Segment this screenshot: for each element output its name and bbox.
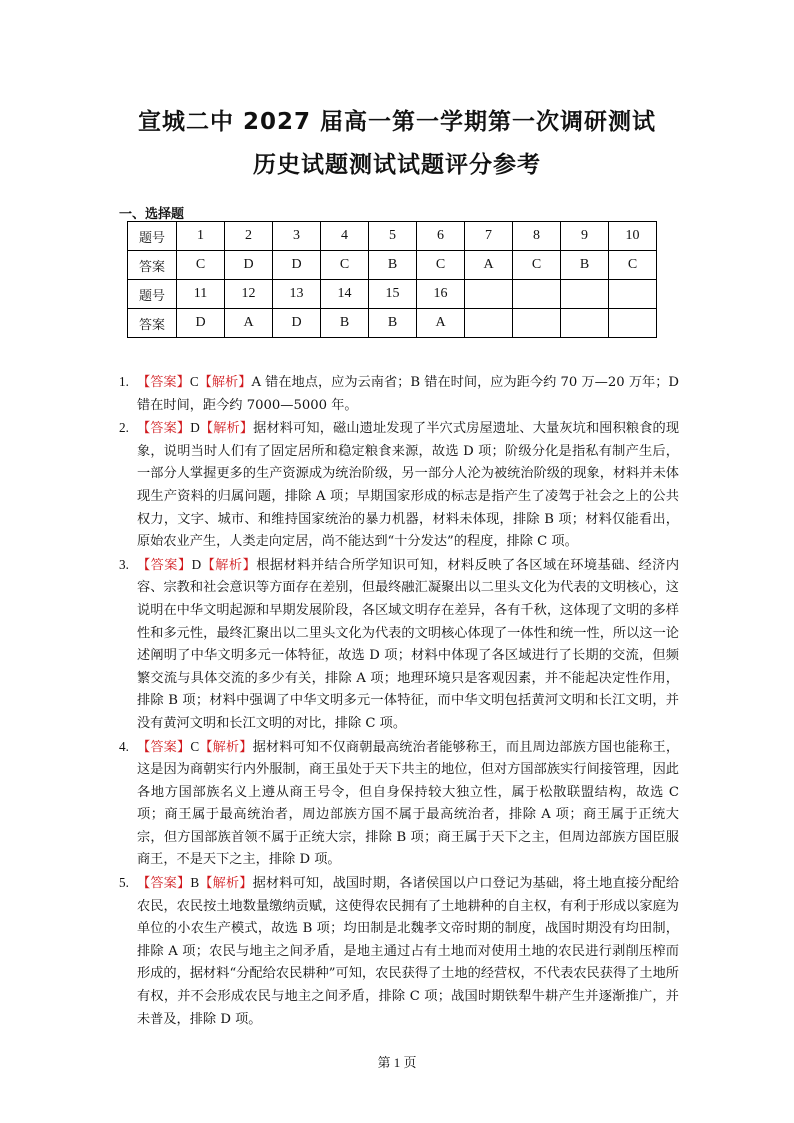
answer-cell: C — [321, 251, 369, 280]
row-label: 答案 — [128, 251, 177, 280]
answer-tag: 【答案】 — [137, 375, 190, 390]
row-label: 答案 — [128, 309, 177, 338]
question-number-cell: 4 — [321, 222, 369, 251]
analysis-tag: 【解析】 — [199, 739, 253, 755]
answer-cell: B — [369, 251, 417, 280]
answer-cell — [609, 309, 657, 338]
question-number-cell: 11 — [177, 280, 225, 309]
question-number-cell: 9 — [561, 222, 609, 251]
item-number: 2. — [119, 420, 129, 436]
answer-cell: C — [513, 251, 561, 280]
question-number-cell: 3 — [273, 222, 321, 251]
table-row — [128, 222, 657, 251]
analysis-text: A 错在地点，应为云南省；B 错在时间，应为距今约 70 万—20 万年；D 错在时间，距今约 7000—5000 年。 — [137, 375, 680, 413]
answer-cell: C — [609, 251, 657, 280]
item-number: 3. — [119, 556, 129, 572]
item-number: 5. — [119, 875, 129, 891]
analysis-tag: 【解析】 — [199, 876, 253, 892]
answer-letter: C — [190, 738, 200, 754]
answer-letter: C — [189, 374, 199, 389]
explanation-item-3 — [119, 554, 679, 736]
item-number: 1. — [119, 374, 129, 389]
analysis-tag: 【解析】 — [198, 375, 252, 390]
analysis-text: 据材料可知，战国时期，各诸侯国以户口登记为基础，将土地直接分配给农民，农民按土地数量缴纳贡赋，这使得农民拥有了土地耕种的自主权，有利于形成以家庭为单位的小农生产模式，故选 B 项；均田制是北魏孝文帝时期的制度，战国时期没有均田制，排除 A 项；农民与地主之间矛盾，是地主通过占有土地而对使用土地的农民进行剥削压榨而形成的，据材料“分配给农民耕种”可知，农民获得了土地的经营权，不代表农民获得了土地所有权，并不会形成农民与地主之间矛盾，排除 C 项；战国时期铁犁牛耕产生并逐渐推广，并未普及，排除 D 项。 — [137, 876, 680, 1027]
section-heading: 一、选择题 — [119, 207, 185, 222]
answer-cell: D — [273, 309, 321, 338]
answer-letter: D — [191, 556, 202, 572]
question-number-cell: 13 — [273, 280, 321, 309]
answer-letter: B — [190, 875, 200, 891]
question-number-cell — [609, 280, 657, 309]
question-number-cell: 5 — [369, 222, 417, 251]
explanation-item-4 — [119, 736, 679, 873]
question-number-cell: 16 — [417, 280, 465, 309]
document-title-line-2: 历史试题测试试题评分参考 — [253, 152, 541, 178]
question-number-cell: 2 — [225, 222, 273, 251]
question-number-cell: 8 — [513, 222, 561, 251]
question-number-cell: 6 — [417, 222, 465, 251]
answer-cell: C — [417, 251, 465, 280]
row-label: 题号 — [128, 222, 177, 251]
question-number-cell: 1 — [177, 222, 225, 251]
answer-table — [127, 221, 657, 338]
answer-cell — [513, 309, 561, 338]
document-title-line-1: 宣城二中 2027 届高一第一学期第一次调研测试 — [137, 109, 657, 135]
question-number-cell — [513, 280, 561, 309]
analysis-text: 根据材料并结合所学知识可知，材料反映了各区域在环境基础、经济内容、宗教和社会意识等方面存在差别，但最终融汇凝聚出以二里头文化为代表的文明核心，这说明在中华文明起源和早期发展阶段，各区域文明存在差异，各有千秋，这体现了文明的多样性和多元性，最终汇聚出以二里头文化为代表的文明核心体现了一体性和统一性，所以这一论述阐明了中华文明多元一体特征，故选 D 项；材料中体现了各区域进行了长期的交流，但频繁交流与具体交流的多少有关，排除 A 项；地理环境只是客观因素，并不能起决定性作用，排除 B 项；材料中强调了中华文明多元一体特征，而中华文明包括黄河文明和长江文明，并没有黄河文明和长江文明的对比，排除 C 项。 — [137, 557, 680, 731]
table-row — [128, 309, 657, 338]
answer-cell: B — [321, 309, 369, 338]
answer-cell — [465, 309, 513, 338]
question-number-cell: 7 — [465, 222, 513, 251]
item-number: 4. — [119, 738, 129, 754]
answer-letter: D — [190, 420, 200, 436]
explanation-item-1 — [119, 371, 679, 417]
answer-cell: A — [417, 309, 465, 338]
answer-tag: 【答案】 — [137, 739, 191, 755]
answer-cell: D — [177, 309, 225, 338]
question-number-cell: 10 — [609, 222, 657, 251]
table-row — [128, 251, 657, 280]
analysis-tag: 【解析】 — [201, 557, 257, 573]
explanation-item-5 — [119, 872, 679, 1031]
answer-tag: 【答案】 — [137, 876, 191, 892]
answer-cell: D — [225, 251, 273, 280]
answer-cell: A — [465, 251, 513, 280]
analysis-text: 据材料可知，磁山遗址发现了半穴式房屋遗址、大量灰坑和囤积粮食的现象，说明当时人们有了固定居所和稳定粮食来源，故选 D 项；阶级分化是指私有制产生后，一部分人掌握更多的生产资源成为统治阶级，另一部分人沦为被统治阶级的现象，材料并未体现生产资料的归属问题，排除 A 项；早期国家形成的标志是指产生了凌驾于社会之上的公共权力，文字、城市、和维持国家统治的暴力机器，材料未体现，排除 B 项；材料仅能看出，原始农业产生，人类走向定居，尚不能达到“十分发达”的程度，排除 C 项。 — [137, 421, 680, 550]
row-label: 题号 — [128, 280, 177, 309]
explanation-list — [119, 371, 679, 1031]
answer-tag: 【答案】 — [137, 557, 192, 573]
answer-cell — [561, 309, 609, 338]
explanation-item-2 — [119, 417, 679, 554]
answer-cell: D — [273, 251, 321, 280]
answer-cell: B — [369, 309, 417, 338]
answer-cell: A — [225, 309, 273, 338]
question-number-cell: 15 — [369, 280, 417, 309]
answer-cell: B — [561, 251, 609, 280]
table-row — [128, 280, 657, 309]
page-number: 第 1 页 — [377, 1055, 417, 1070]
answer-cell: C — [177, 251, 225, 280]
analysis-tag: 【解析】 — [199, 421, 254, 437]
question-number-cell: 14 — [321, 280, 369, 309]
question-number-cell: 12 — [225, 280, 273, 309]
question-number-cell — [465, 280, 513, 309]
analysis-text: 据材料可知不仅商朝最高统治者能够称王，而且周边部族方国也能称王，这是因为商朝实行内外服制，商王虽处于天下共主的地位，但对方国部族实行间接管理，因此各地方国部族名义上遵从商王号令，但自身保持较大独立性，属于松散联盟结构，故选 C 项；商王属于最高统治者，周边部族方国不属于最高统治者，排除 A 项；商王属于正统大宗，但方国部族首领不属于正统大宗，排除 B 项；商王属于天下之主，但周边部族方国臣服商王，不是天下之主，排除 D 项。 — [137, 739, 680, 868]
answer-tag: 【答案】 — [137, 421, 191, 437]
question-number-cell — [561, 280, 609, 309]
